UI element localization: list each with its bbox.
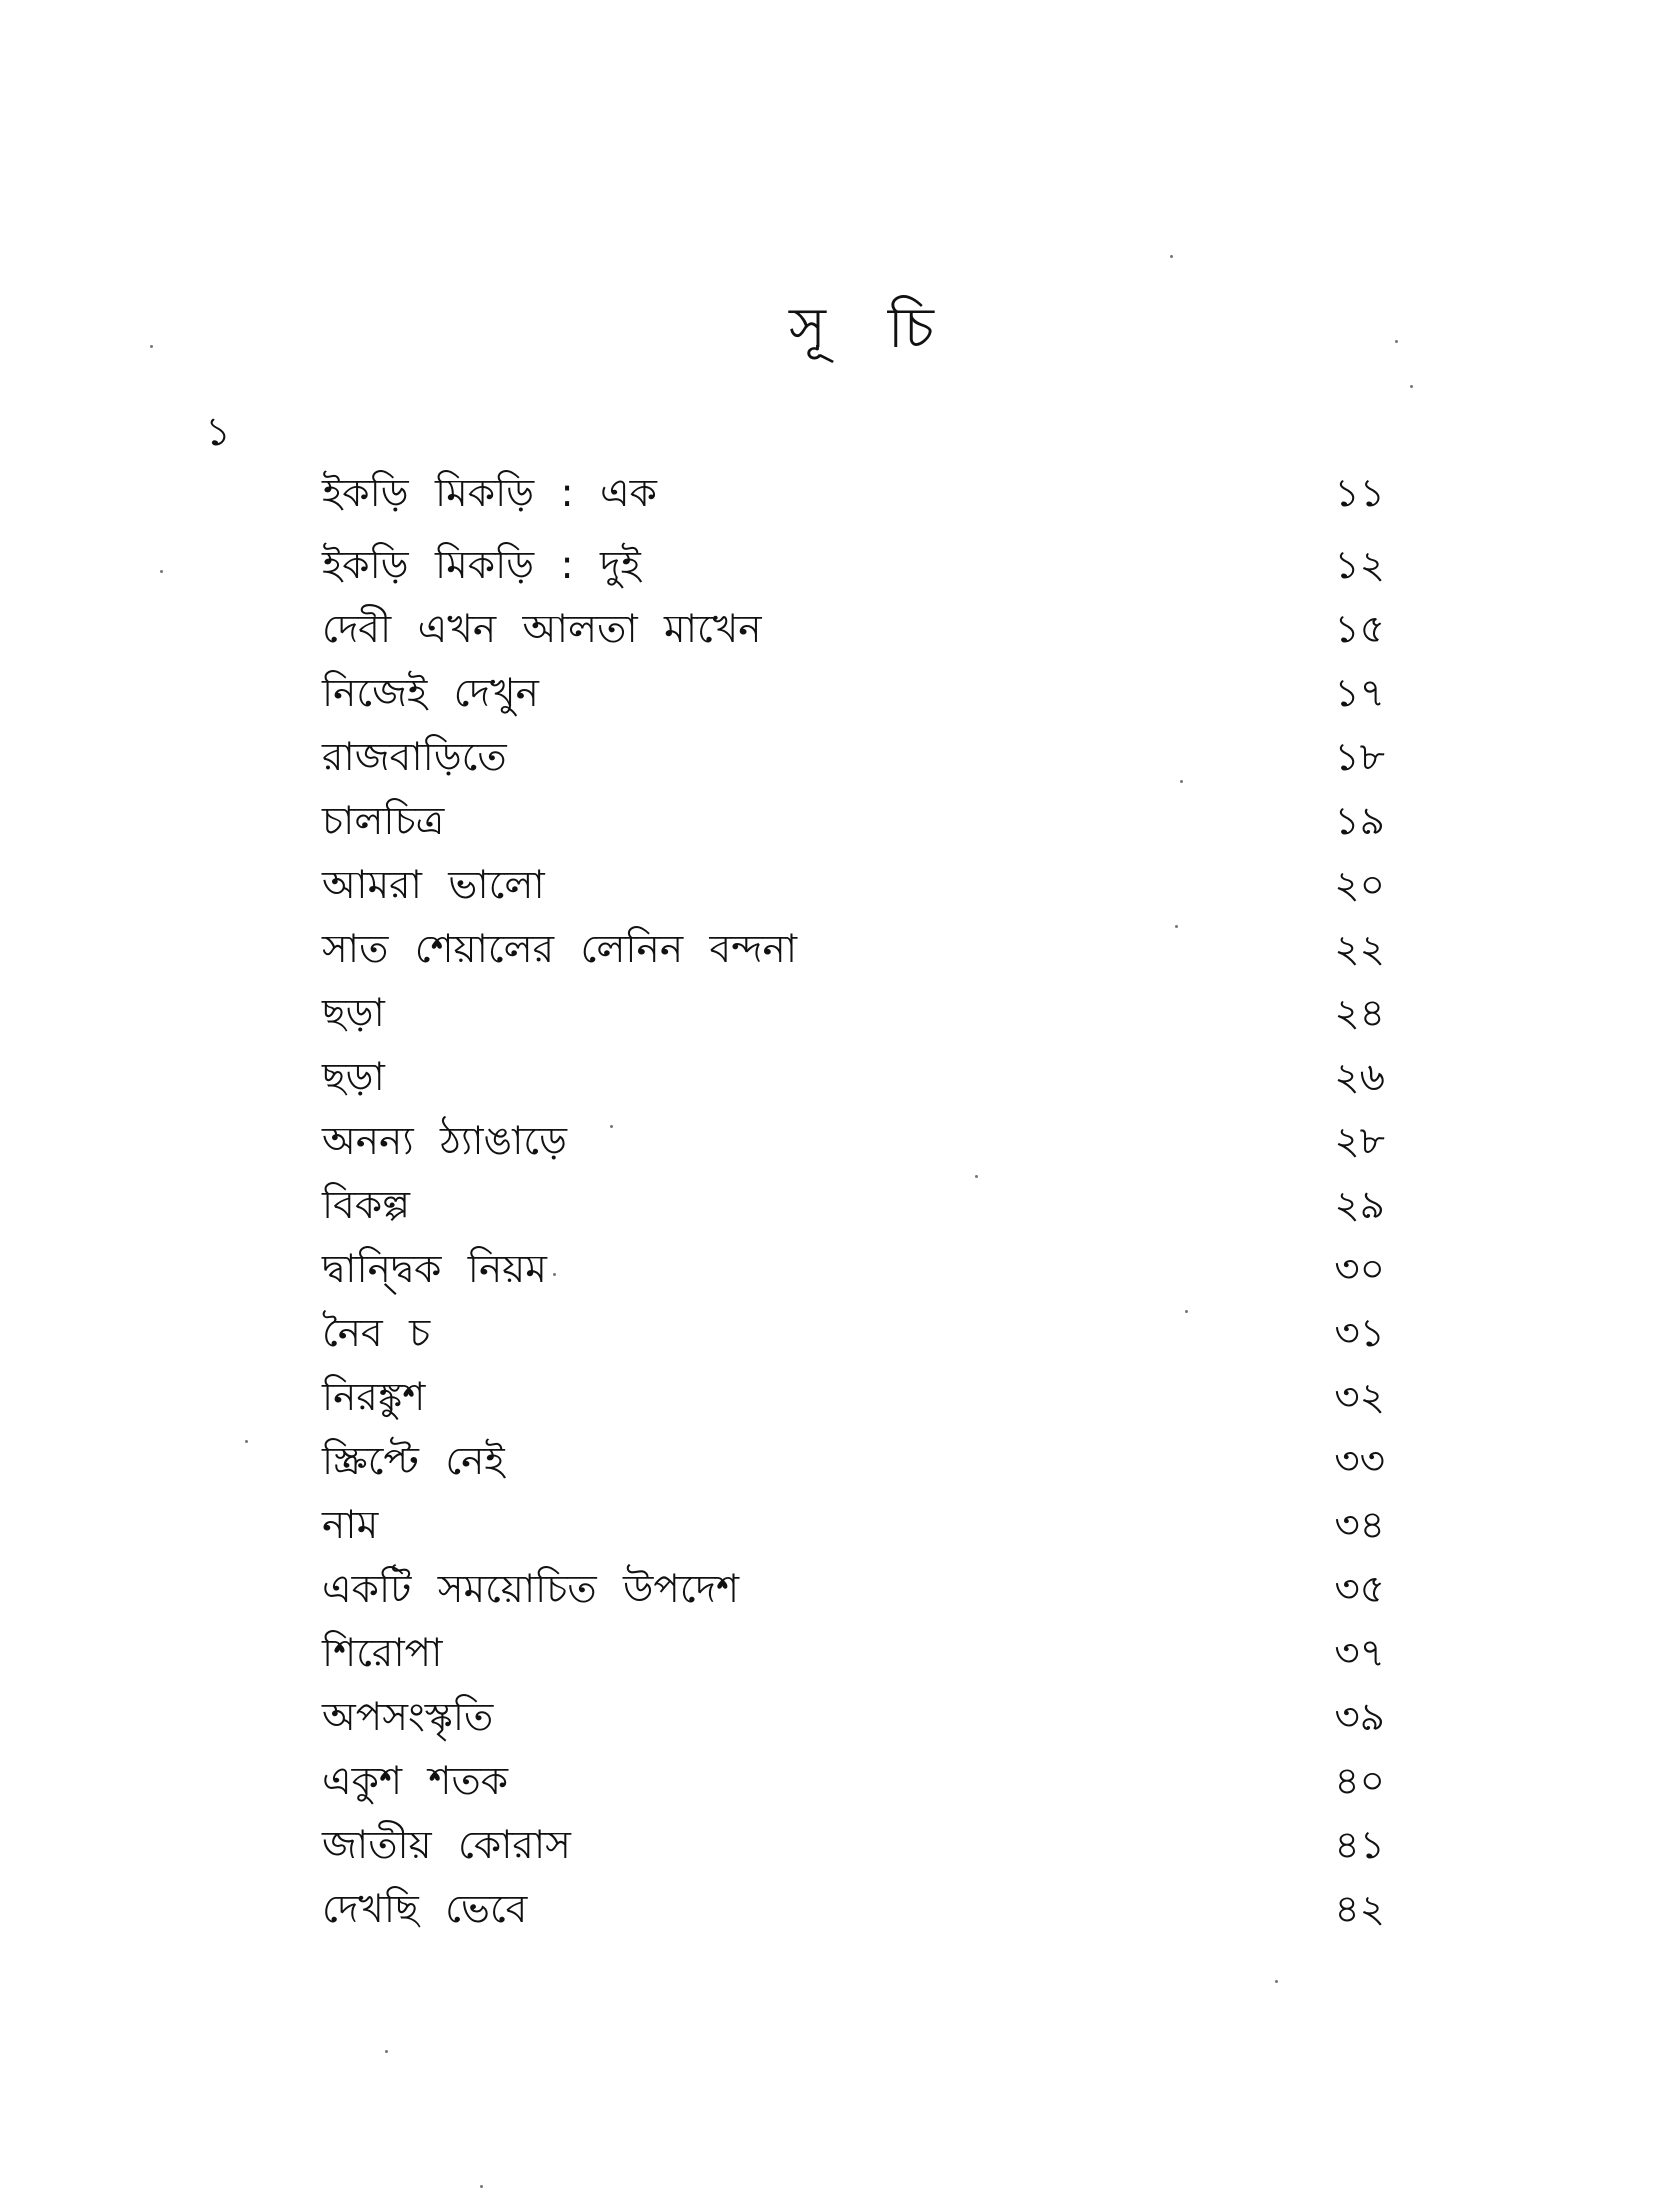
toc-entry [322, 598, 1385, 662]
entry-page: ৩৭ [1334, 1631, 1385, 1676]
entry-page: ২০ [1334, 863, 1385, 908]
entry-title: শিরোপা [322, 1631, 443, 1676]
entry-page: ৩৪ [1334, 1503, 1385, 1548]
entry-title: আমরা ভালো [322, 863, 545, 908]
entry-page: ১১ [1334, 471, 1385, 516]
entry-page: ৪০ [1334, 1759, 1385, 1804]
toc-entry [322, 1558, 1385, 1622]
entry-title: নৈব চ [322, 1311, 431, 1356]
entry-page: ৩১ [1334, 1311, 1385, 1356]
toc-entry [322, 1110, 1385, 1174]
entry-page: ১৮ [1334, 735, 1385, 780]
entry-page: ১২ [1334, 543, 1385, 588]
toc-entry [322, 534, 1385, 598]
entry-title: ইকড়ি মিকড়ি : দুই [322, 543, 641, 588]
entry-title: সাত শেয়ালের লেনিন বন্দনা [322, 927, 798, 972]
scan-speck [1175, 925, 1178, 928]
scan-speck [150, 345, 153, 348]
entry-title: দেবী এখন আলতা মাখেন [322, 607, 762, 652]
entry-title: নিজেই দেখুন [322, 671, 539, 716]
entry-page: ২৮ [1334, 1119, 1385, 1164]
toc-entry [322, 1238, 1385, 1302]
toc-entry [322, 1430, 1385, 1494]
toc-entry [322, 462, 1385, 534]
scan-speck [385, 2050, 388, 2053]
toc-entry [322, 918, 1385, 982]
entry-page: ৪২ [1334, 1887, 1385, 1932]
entry-title: একটি সময়োচিত উপদেশ [322, 1567, 740, 1612]
toc-entry [322, 982, 1385, 1046]
entry-page: ২৯ [1334, 1183, 1385, 1228]
entry-title: অপসংস্কৃতি [322, 1695, 494, 1740]
page-title: সূ চি [788, 296, 957, 361]
toc-entry [322, 1302, 1385, 1366]
entry-page: ৩২ [1334, 1375, 1385, 1420]
entry-page: ১৭ [1334, 671, 1385, 716]
scan-speck [1170, 255, 1173, 258]
scan-speck [975, 1175, 978, 1178]
toc-entry [322, 1686, 1385, 1750]
entry-title: একুশ শতক [322, 1759, 509, 1804]
entry-title: অনন্য ঠ্যাঙাড়ে [322, 1119, 567, 1164]
entry-page: ৪১ [1334, 1823, 1385, 1868]
entry-page: ২২ [1334, 927, 1385, 972]
entry-page: ৩০ [1334, 1247, 1385, 1292]
scan-speck [610, 1125, 613, 1128]
toc-entry [322, 790, 1385, 854]
scan-speck [1395, 340, 1398, 343]
entry-title: নাম [322, 1503, 379, 1548]
scan-speck [1410, 385, 1413, 388]
section-number: ১ [205, 409, 231, 455]
entry-page: ১৯ [1334, 799, 1385, 844]
entry-page: ৩৩ [1334, 1439, 1385, 1484]
entry-page: ১৫ [1334, 607, 1385, 652]
entry-title: চালচিত্র [322, 799, 445, 844]
entry-title: বিকল্প [322, 1183, 410, 1228]
toc-entry [322, 1750, 1385, 1814]
entry-title: রাজবাড়িতে [322, 735, 507, 780]
scan-speck [245, 1440, 248, 1443]
scan-speck [1180, 780, 1183, 783]
toc-entry [322, 1622, 1385, 1686]
toc-entry [322, 1814, 1385, 1878]
entry-title: দেখছি ভেবে [322, 1887, 528, 1932]
entry-title: ইকড়ি মিকড়ি : এক [322, 471, 657, 516]
scan-speck [1275, 1980, 1278, 1983]
table-of-contents [322, 462, 1385, 1942]
entry-title: দ্বান্দ্বিক নিয়ম [322, 1247, 547, 1292]
entry-title: নিরঙ্কুশ [322, 1375, 426, 1420]
scan-speck [480, 2185, 483, 2188]
entry-page: ৩৯ [1334, 1695, 1385, 1740]
toc-entry [322, 726, 1385, 790]
scan-speck [1185, 1310, 1188, 1313]
scan-speck [160, 570, 163, 573]
entry-title: ছড়া [322, 991, 385, 1036]
entry-title: ছড়া [322, 1055, 385, 1100]
toc-entry [322, 1046, 1385, 1110]
entry-title: জাতীয় কোরাস [322, 1823, 571, 1868]
entry-title: স্ক্রিপ্টে নেই [322, 1439, 505, 1484]
toc-entry [322, 662, 1385, 726]
entry-page: ৩৫ [1334, 1567, 1385, 1612]
toc-entry [322, 1494, 1385, 1558]
toc-entry [322, 854, 1385, 918]
toc-entry [322, 1174, 1385, 1238]
scan-speck [553, 1273, 556, 1276]
entry-page: ২৬ [1334, 1055, 1385, 1100]
toc-entry [322, 1878, 1385, 1942]
entry-page: ২৪ [1334, 991, 1385, 1036]
toc-entry [322, 1366, 1385, 1430]
